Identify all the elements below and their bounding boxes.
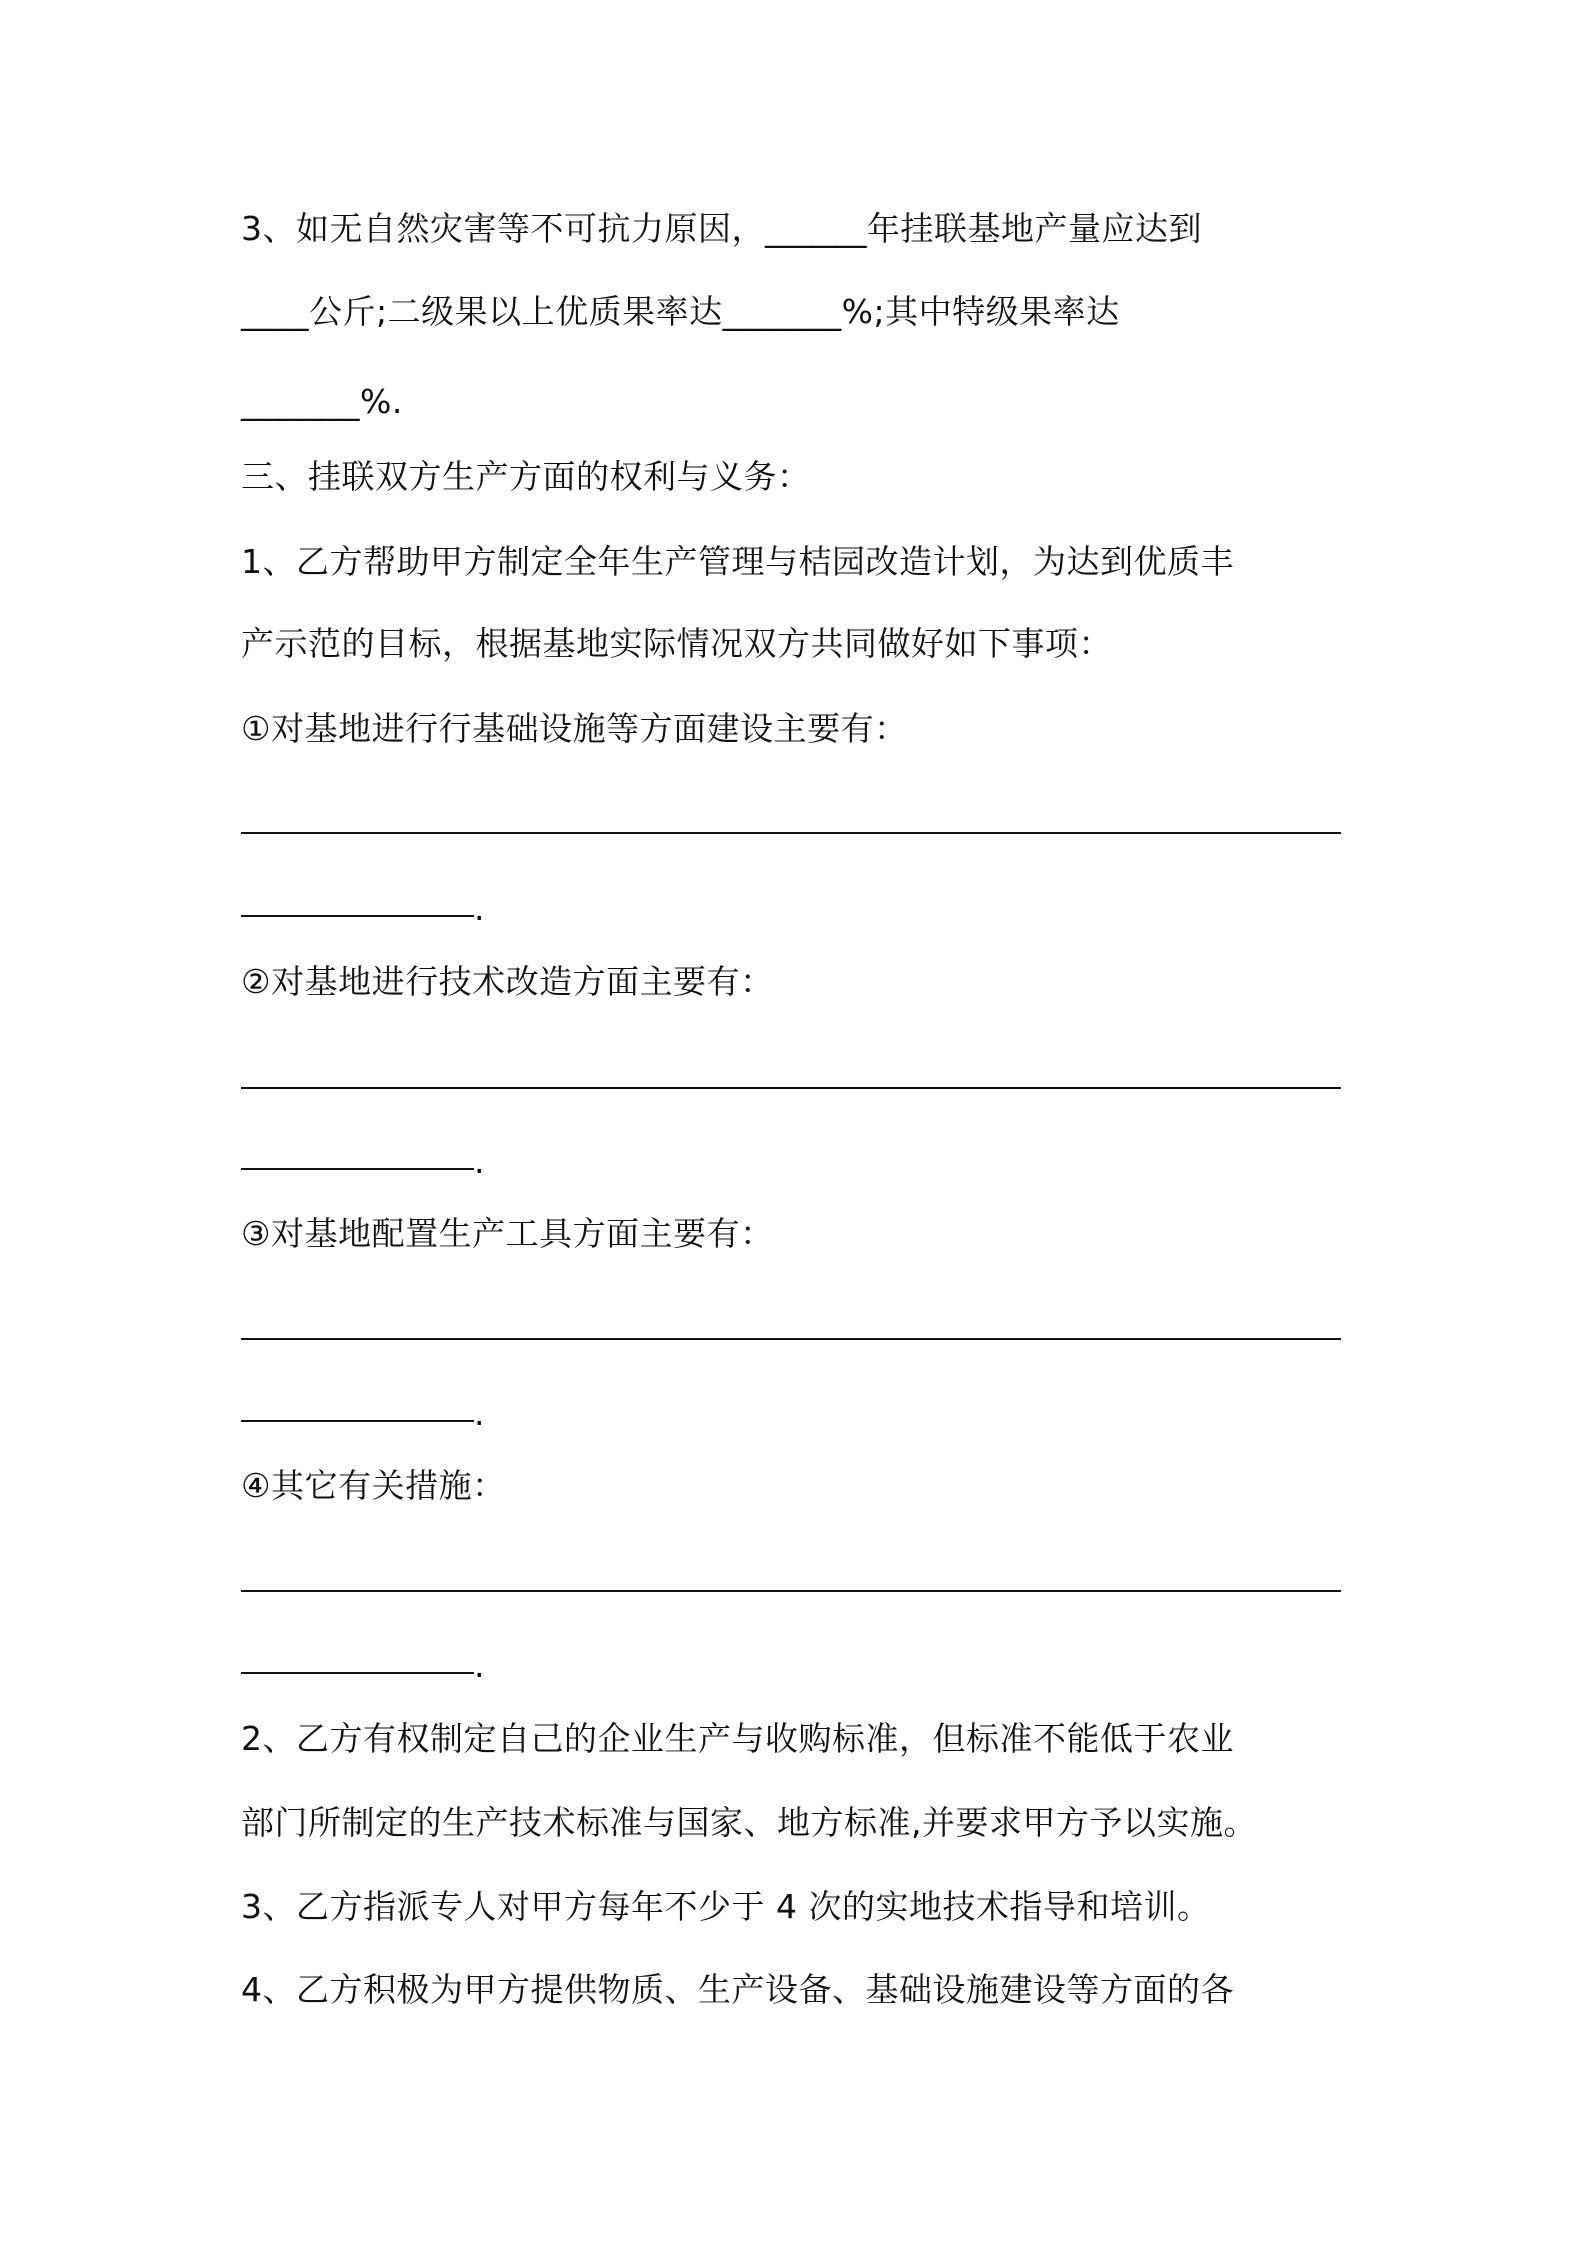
- fill-in-blank-line: [241, 1420, 474, 1422]
- fill-in-blank-line: [241, 832, 1341, 834]
- fill-in-blank-line: [241, 1338, 1341, 1340]
- subitem-other: ④其它有关措施：: [241, 1466, 506, 1505]
- section-3-heading: 三、挂联双方生产方面的权利与义务：: [241, 457, 811, 496]
- blank-end-dot: .: [474, 1646, 485, 1685]
- item-4-line-1: 4、乙方积极为甲方提供物质、生产设备、基础设施建设等方面的各: [241, 1970, 1234, 2009]
- blank-end-dot: .: [474, 1394, 485, 1433]
- fill-in-blank-line: [241, 1087, 1341, 1089]
- subitem-technical: ②对基地进行技术改造方面主要有：: [241, 962, 774, 1001]
- fill-in-blank-line: [241, 1590, 1341, 1592]
- fill-in-blank-line: [241, 1672, 474, 1674]
- subitem-infrastructure: ①对基地进行行基础设施等方面建设主要有：: [241, 709, 908, 748]
- fill-in-blank-line: [241, 915, 474, 917]
- fill-in-blank-line: [241, 1168, 474, 1170]
- item-1-line-2: 产示范的目标，根据基地实际情况双方共同做好如下事项：: [241, 624, 1112, 663]
- blank-end-dot: .: [474, 889, 485, 928]
- clause-3-output-line-1: 3、如无自然灾害等不可抗力原因，______年挂联基地产量应达到: [241, 209, 1202, 248]
- clause-3-output-line-2: ____公斤;二级果以上优质果率达_______%;其中特级果率达: [241, 292, 1120, 331]
- blank-end-dot: .: [474, 1142, 485, 1181]
- item-3-line: 3、乙方指派专人对甲方每年不少于 4 次的实地技术指导和培训。: [241, 1887, 1211, 1926]
- subitem-tools: ③对基地配置生产工具方面主要有：: [241, 1214, 774, 1253]
- item-1-line-1: 1、乙方帮助甲方制定全年生产管理与桔园改造计划，为达到优质丰: [241, 542, 1234, 581]
- clause-3-output-line-3: _______%.: [241, 382, 403, 421]
- item-2-line-2: 部门所制定的生产技术标准与国家、地方标准,并要求甲方予以实施。: [241, 1803, 1257, 1842]
- item-2-line-1: 2、乙方有权制定自己的企业生产与收购标准，但标准不能低于农业: [241, 1719, 1234, 1758]
